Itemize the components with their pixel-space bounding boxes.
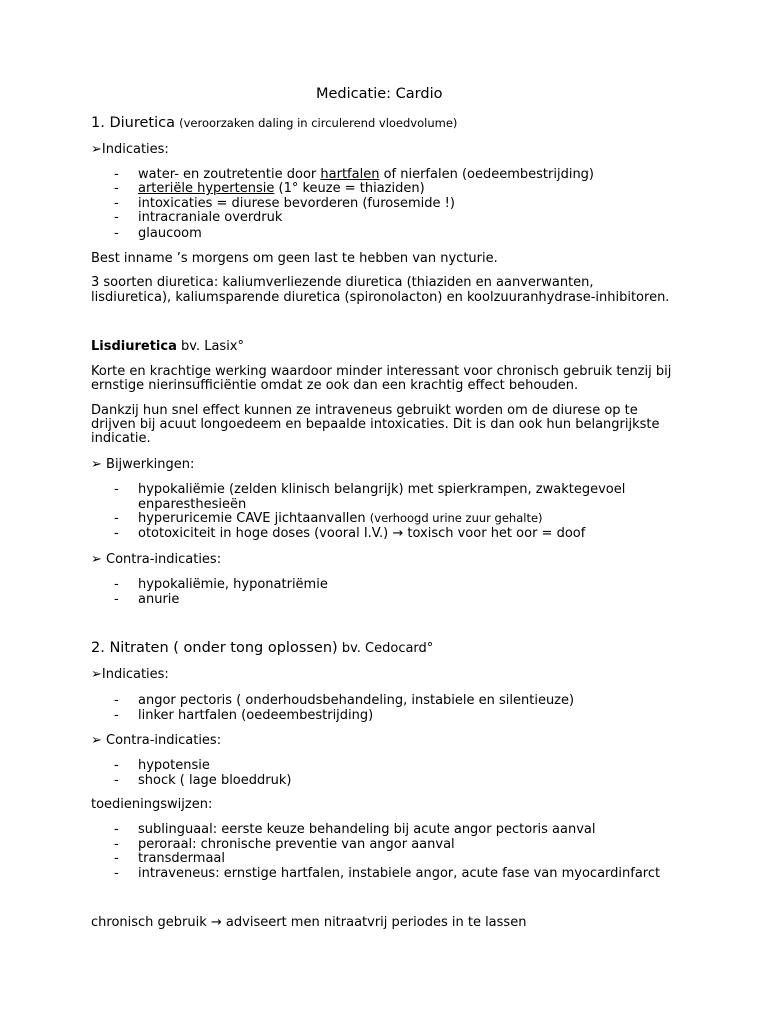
list-item: glaucoom [138, 226, 202, 241]
list-item-text: water- en zoutretentie door [138, 167, 321, 182]
paragraph: lisdiuretica), kaliumsparende diuretica (spironolacton) en koolzuuranhydrase-inhibitoren. [91, 290, 670, 305]
list-dash: - [114, 511, 119, 526]
paragraph: Dankzij hun snel effect kunnen ze intraveneus gebruikt worden om de diurese op te [91, 403, 638, 418]
list-dash: - [114, 526, 119, 541]
section-1-heading [91, 116, 457, 131]
list-item-text: hyperuricemie CAVE jichtaanvallen [138, 511, 370, 526]
list-dash: - [114, 167, 119, 182]
list-item-text: of nierfalen (oedeembestrijding) [379, 167, 595, 182]
list-item: intoxicaties = diurese bevorderen (furosemide !) [138, 196, 455, 211]
bijwerkingen-label: ➢ Bijwerkingen: [91, 457, 195, 472]
paragraph: ernstige nierinsufficiëntie omdat ze ook dan een krachtig effect behouden. [91, 378, 579, 393]
list-item: angor pectoris ( onderhoudsbehandeling, instabiele en silentieuze) [138, 693, 575, 708]
list-item-underlined: hartfalen [320, 167, 380, 182]
paragraph: chronisch gebruik → adviseert men nitraatvrij periodes in te lassen [91, 915, 527, 930]
list-item-text: (1° keuze = thiaziden) [274, 181, 425, 196]
list-item: anurie [138, 592, 180, 607]
list-dash: - [114, 708, 119, 723]
list-dash: - [114, 837, 119, 852]
list-item: hypokaliëmie (zelden klinisch belangrijk) met spierkrampen, zwaktegevoel [138, 482, 626, 497]
list-dash: - [114, 851, 119, 866]
list-dash: - [114, 866, 119, 881]
contra-indicaties-label: ➢ Contra-indicaties: [91, 552, 222, 567]
list-dash: - [114, 773, 119, 788]
section-1-note: (veroorzaken daling in circulerend vloedvolume) [179, 116, 458, 130]
toedieningswijzen-label: toedieningswijzen: [91, 797, 213, 812]
list-item: transdermaal [138, 851, 225, 866]
paragraph: 3 soorten diuretica: kaliumverliezende diuretica (thiaziden en aanverwanten, [91, 275, 594, 290]
list-item: hypotensie [138, 758, 210, 773]
list-item: hypokaliëmie, hyponatriëmie [138, 577, 328, 592]
list-item-underlined: arteriële hypertensie [138, 181, 275, 196]
paragraph: Best inname ’s morgens om geen last te hebben van nycturie. [91, 251, 498, 266]
lisdiuretica-heading [91, 339, 244, 354]
list-item: sublinguaal: eerste keuze behandeling bij acute angor pectoris aanval [138, 822, 596, 837]
list-item: peroraal: chronische preventie van angor aanval [138, 837, 455, 852]
list-item [138, 167, 594, 182]
list-item: shock ( lage bloeddruk) [138, 773, 292, 788]
list-item [138, 511, 543, 526]
paragraph: Korte en krachtige werking waardoor minder interessant voor chronisch gebruik tenzij bij [91, 364, 672, 379]
page-title: Medicatie: Cardio [316, 86, 443, 102]
list-dash: - [114, 181, 119, 196]
list-dash: - [114, 822, 119, 837]
indicaties-label: ➢Indicaties: [91, 667, 169, 682]
list-item: intracraniale overdruk [138, 210, 283, 225]
list-dash: - [114, 577, 119, 592]
list-item: linker hartfalen (oedeembestrijding) [138, 708, 374, 723]
contra-indicaties-label: ➢ Contra-indicaties: [91, 733, 222, 748]
list-dash: - [114, 196, 119, 211]
section-2-title: 2. Nitraten ( onder tong oplossen) [91, 640, 338, 656]
indicaties-label: ➢Indicaties: [91, 142, 169, 157]
paragraph: drijven bij acuut longoedeem en bepaalde intoxicaties. Dit is dan ook hun belangrijkste [91, 417, 660, 432]
list-item: intraveneus: ernstige hartfalen, instabiele angor, acute fase van myocardinfarct [138, 866, 661, 881]
lisdiuretica-title: Lisdiuretica [91, 339, 177, 354]
list-dash: - [114, 482, 119, 497]
section-1-title: 1. Diuretica [91, 115, 175, 131]
list-dash: - [114, 693, 119, 708]
list-dash: - [114, 592, 119, 607]
list-dash: - [114, 758, 119, 773]
list-item: ototoxiciteit in hoge doses (vooral I.V.) → toxisch voor het oor = doof [138, 526, 586, 541]
paragraph: indicatie. [91, 431, 151, 446]
list-dash: - [114, 226, 119, 241]
list-item-continuation: enparesthesieën [138, 497, 247, 512]
lisdiuretica-example: bv. Lasix° [176, 339, 244, 354]
list-dash: - [114, 210, 119, 225]
list-item [138, 181, 425, 196]
section-2-heading [91, 641, 433, 656]
section-2-example: bv. Cedocard° [337, 641, 434, 656]
list-item-note: (verhoogd urine zuur gehalte) [369, 511, 543, 525]
